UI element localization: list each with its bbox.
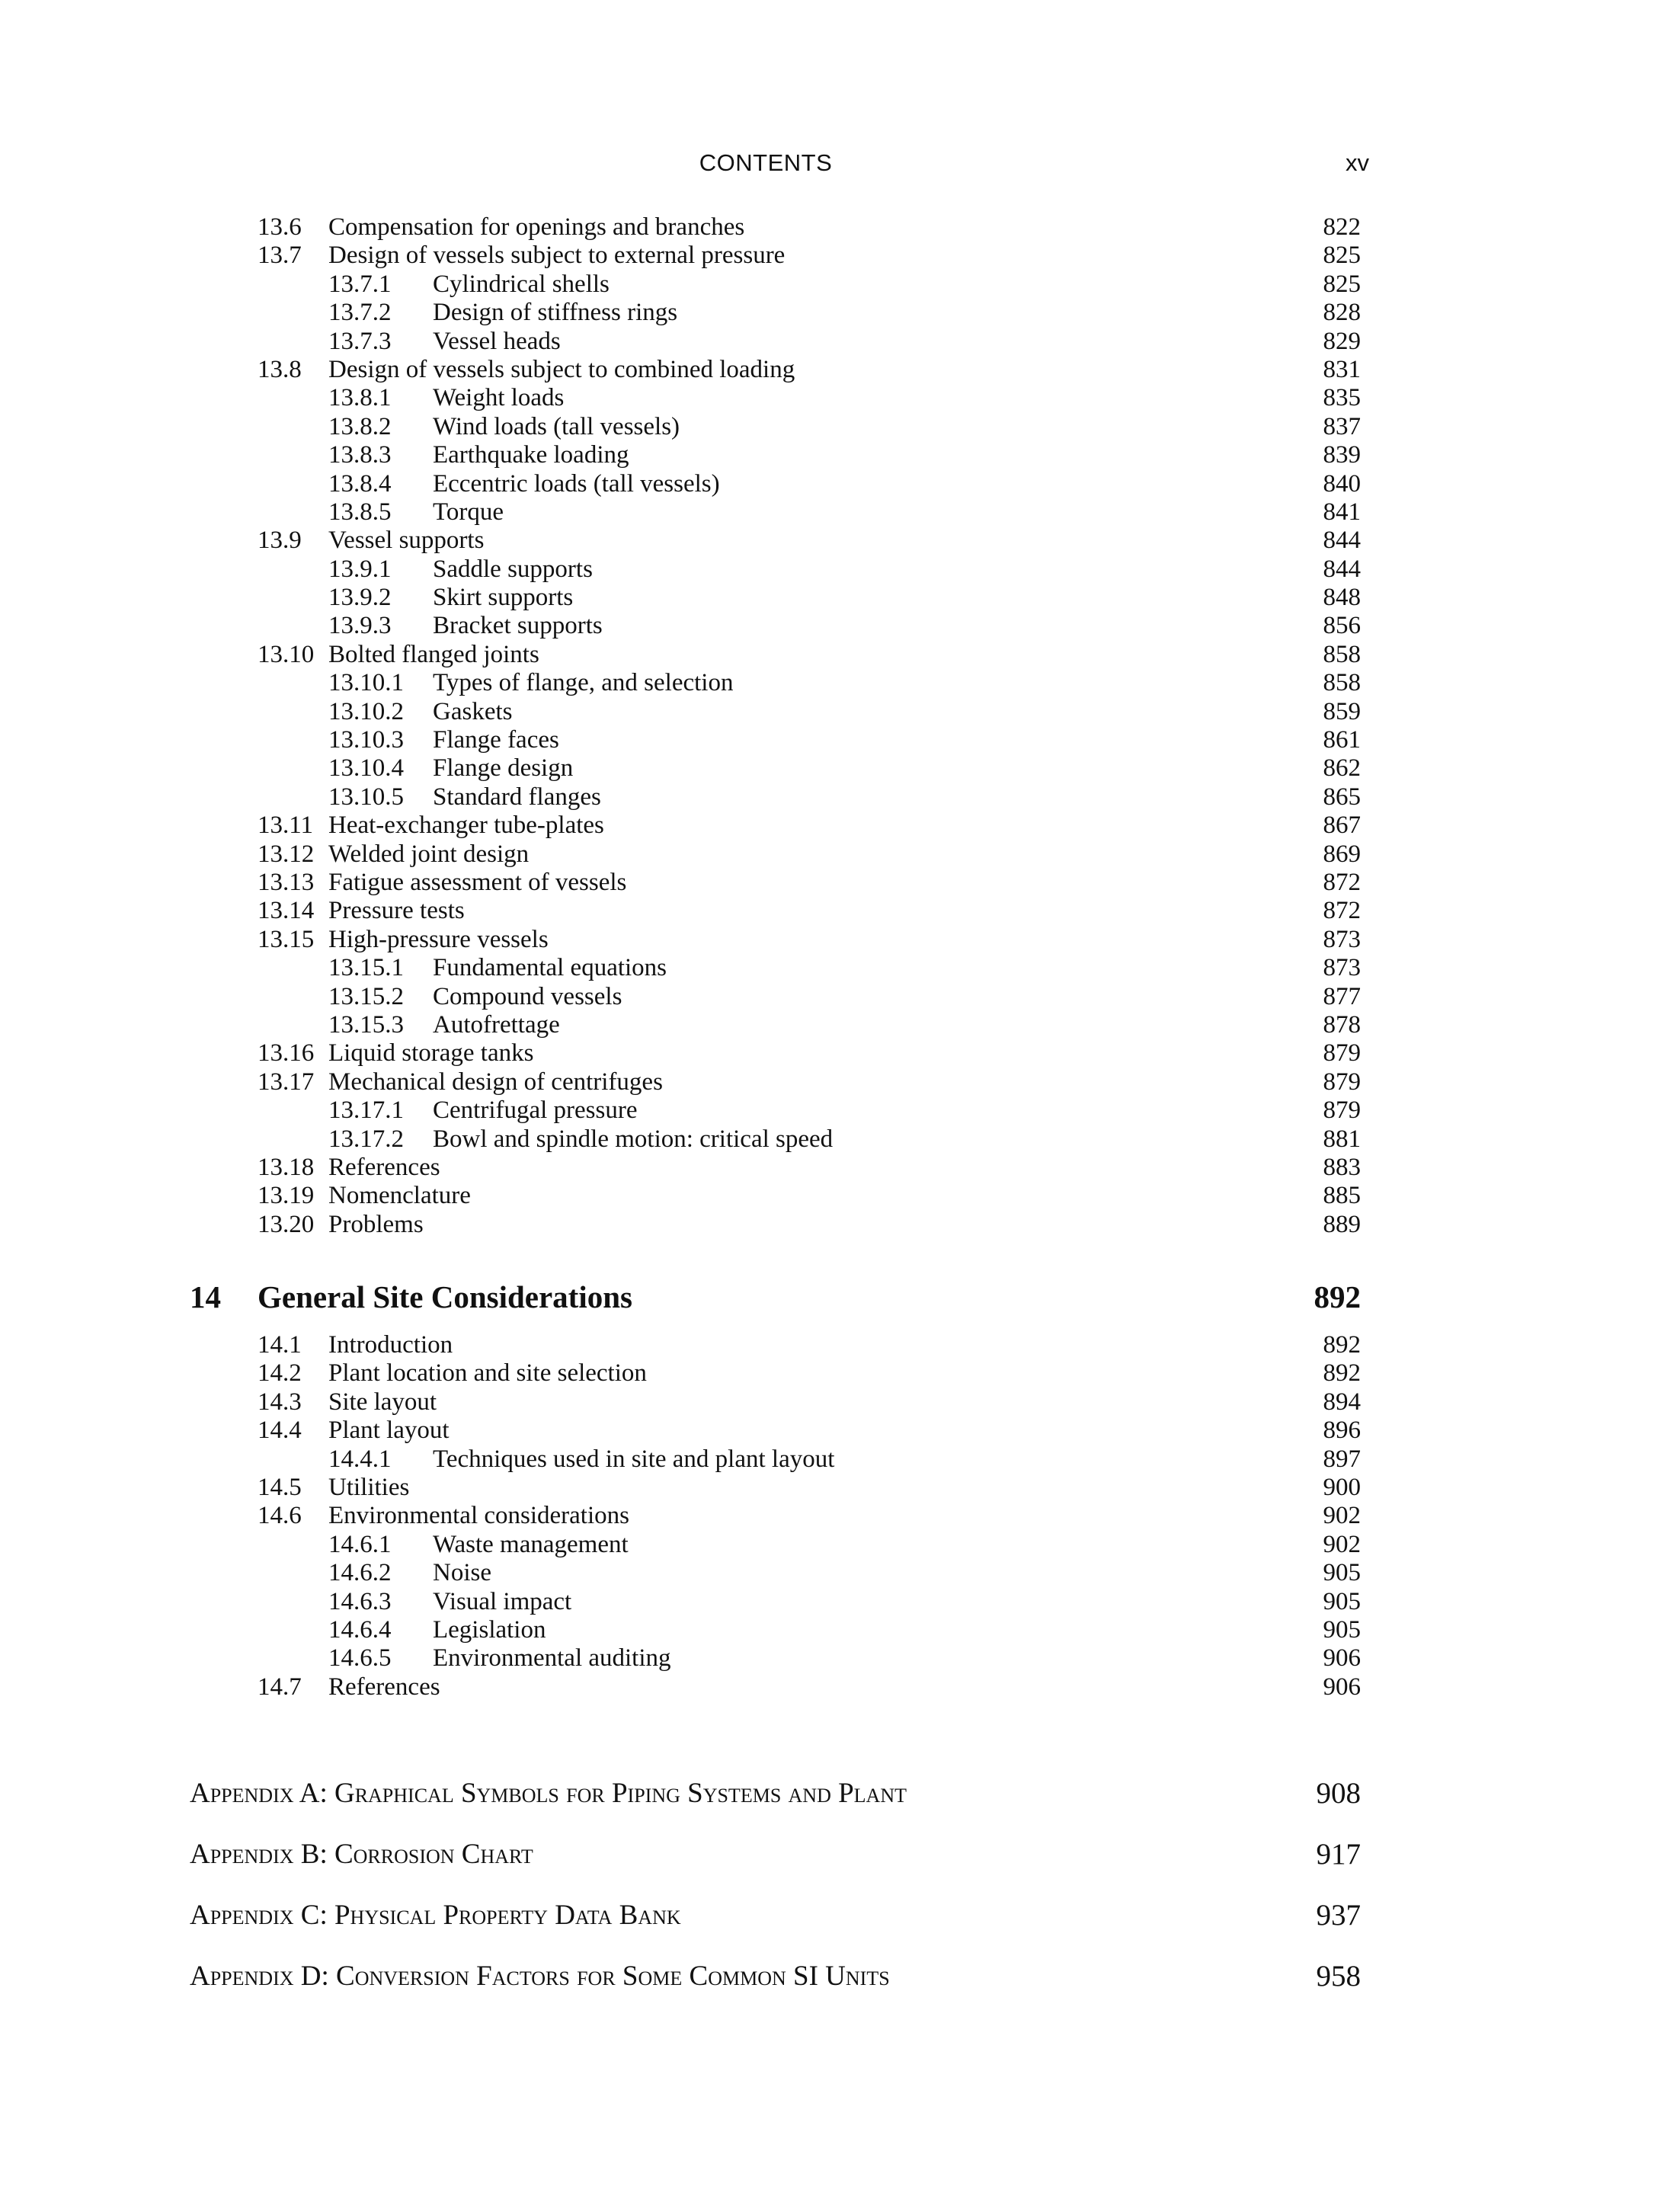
section-title: Design of stiffness rings: [433, 299, 678, 327]
toc-entry[interactable]: [0, 299, 1680, 327]
toc-entry[interactable]: [0, 555, 1680, 584]
section-title: Weight loads: [433, 384, 565, 412]
section-page: 885: [1323, 1182, 1361, 1210]
section-title: Bowl and spindle motion: critical speed: [433, 1125, 834, 1153]
toc-entry[interactable]: [0, 584, 1680, 612]
section-number: 14.6: [258, 1502, 302, 1530]
section-title: Mechanical design of centrifuges: [328, 1068, 663, 1096]
toc-entry[interactable]: [0, 242, 1680, 270]
section-title: Heat-exchanger tube-plates: [328, 811, 604, 840]
toc-entry[interactable]: [0, 441, 1680, 469]
section-title: Flange faces: [433, 726, 559, 754]
section-number: 13.9.1: [328, 555, 392, 583]
section-page: 859: [1323, 697, 1361, 725]
section-title: Visual impact: [433, 1587, 572, 1615]
toc-entry[interactable]: [0, 413, 1680, 441]
section-page: 835: [1323, 384, 1361, 412]
toc-appendix-d[interactable]: [0, 1957, 1680, 1996]
section-number: 13.10.2: [328, 697, 404, 725]
appendix-title: Appendix C: Physical Property Data Bank: [190, 1900, 681, 1931]
chapter-title: General Site Considerations: [258, 1279, 632, 1314]
section-page: 865: [1323, 783, 1361, 811]
toc-entry[interactable]: [0, 1011, 1680, 1039]
section-number: 14.1: [258, 1331, 302, 1359]
section-number: 13.20: [258, 1210, 315, 1238]
section-title: References: [328, 1153, 440, 1181]
toc-entry[interactable]: [0, 869, 1680, 897]
toc-entry[interactable]: [0, 669, 1680, 697]
section-title: Environmental considerations: [328, 1502, 629, 1530]
section-title: Earthquake loading: [433, 441, 629, 469]
section-number: 14.4.1: [328, 1445, 392, 1473]
toc-entry[interactable]: [0, 1616, 1680, 1644]
toc-entry[interactable]: [0, 1417, 1680, 1445]
section-page: 872: [1323, 897, 1361, 925]
toc-entry[interactable]: [0, 1154, 1680, 1182]
section-page: 897: [1323, 1445, 1361, 1473]
section-number: 13.10.3: [328, 726, 404, 754]
toc-entry[interactable]: [0, 926, 1680, 954]
toc-entry[interactable]: [0, 983, 1680, 1011]
section-number: 13.18: [258, 1153, 315, 1181]
section-title: Plant layout: [328, 1417, 450, 1445]
section-title: Bracket supports: [433, 612, 603, 640]
section-page: 902: [1323, 1502, 1361, 1530]
section-page: 905: [1323, 1559, 1361, 1587]
toc-entry[interactable]: [0, 1502, 1680, 1530]
section-title: Gaskets: [433, 697, 513, 725]
toc-entry[interactable]: [0, 1125, 1680, 1154]
section-page: 902: [1323, 1530, 1361, 1558]
section-page: 844: [1323, 555, 1361, 583]
toc-entry[interactable]: [0, 1474, 1680, 1502]
section-number: 13.19: [258, 1182, 315, 1210]
section-page: 900: [1323, 1473, 1361, 1501]
toc-entry[interactable]: [0, 1445, 1680, 1474]
chapter-number: 14: [190, 1279, 221, 1314]
toc-entry[interactable]: [0, 213, 1680, 242]
section-title: Techniques used in site and plant layout: [433, 1445, 835, 1473]
section-page: 841: [1323, 498, 1361, 526]
section-title: Problems: [328, 1210, 424, 1238]
section-page: 905: [1323, 1587, 1361, 1615]
toc-chapter-13-sections: [0, 213, 1680, 1239]
appendix-title: Appendix B: Corrosion Chart: [190, 1839, 533, 1870]
section-title: Design of vessels subject to combined loading: [328, 355, 795, 383]
section-page: 877: [1323, 982, 1361, 1010]
toc-entry[interactable]: [0, 1096, 1680, 1125]
section-number: 13.8.4: [328, 469, 392, 498]
section-number: 13.10.5: [328, 783, 404, 811]
section-number: 13.8: [258, 355, 302, 383]
section-number: 14.6.2: [328, 1559, 392, 1587]
section-page: 873: [1323, 925, 1361, 953]
section-title: Types of flange, and selection: [433, 669, 734, 697]
appendix-page: 958: [1316, 1960, 1361, 1993]
section-title: Pressure tests: [328, 897, 465, 925]
section-number: 14.3: [258, 1388, 302, 1416]
section-page: 873: [1323, 954, 1361, 982]
appendix-page: 937: [1316, 1899, 1361, 1932]
section-page: 822: [1323, 213, 1361, 241]
appendix-page: 917: [1316, 1838, 1361, 1871]
section-number: 13.8.2: [328, 412, 392, 440]
section-title: Plant location and site selection: [328, 1359, 647, 1388]
toc-entry[interactable]: [0, 527, 1680, 555]
toc-appendix-b[interactable]: [0, 1835, 1680, 1874]
section-page: 858: [1323, 669, 1361, 697]
toc-entry[interactable]: [0, 498, 1680, 527]
section-page: 905: [1323, 1615, 1361, 1644]
section-number: 13.17.1: [328, 1096, 404, 1125]
toc-entry[interactable]: [0, 1211, 1680, 1239]
section-page: 848: [1323, 584, 1361, 612]
section-page: 879: [1323, 1096, 1361, 1125]
section-page: 867: [1323, 811, 1361, 840]
section-title: Introduction: [328, 1331, 453, 1359]
section-number: 14.4: [258, 1417, 302, 1445]
section-number: 13.7.3: [328, 327, 392, 355]
toc-entry[interactable]: [0, 1331, 1680, 1359]
section-title: Cylindrical shells: [433, 270, 610, 298]
section-page: 894: [1323, 1388, 1361, 1416]
toc-entry[interactable]: [0, 698, 1680, 726]
section-page: 892: [1323, 1331, 1361, 1359]
section-number: 13.8.1: [328, 384, 392, 412]
toc-entry[interactable]: [0, 783, 1680, 811]
section-title: References: [328, 1673, 440, 1701]
toc-entry[interactable]: [0, 1388, 1680, 1417]
section-title: Vessel heads: [433, 327, 561, 355]
section-title: Standard flanges: [433, 783, 601, 811]
toc-chapter-14-sections: [0, 1331, 1680, 1701]
section-number: 13.15.3: [328, 1010, 404, 1039]
section-title: Fatigue assessment of vessels: [328, 868, 627, 896]
section-number: 14.6.1: [328, 1530, 392, 1558]
section-title: Eccentric loads (tall vessels): [433, 469, 720, 498]
toc-entry[interactable]: [0, 328, 1680, 356]
section-title: Skirt supports: [433, 584, 574, 612]
section-number: 13.6: [258, 213, 302, 241]
section-title: Utilities: [328, 1473, 410, 1501]
section-number: 13.15.1: [328, 954, 404, 982]
appendix-page: 908: [1316, 1777, 1361, 1810]
section-title: Autofrettage: [433, 1010, 560, 1039]
toc-entry[interactable]: [0, 384, 1680, 412]
section-page: 889: [1323, 1210, 1361, 1238]
section-number: 14.6.5: [328, 1644, 392, 1673]
section-page: 829: [1323, 327, 1361, 355]
section-number: 14.6.4: [328, 1615, 392, 1644]
toc-appendix-a[interactable]: [0, 1774, 1680, 1813]
section-page: 839: [1323, 441, 1361, 469]
section-number: 13.9.2: [328, 584, 392, 612]
toc-entry[interactable]: [0, 1559, 1680, 1587]
section-page: 844: [1323, 527, 1361, 555]
section-number: 13.9.3: [328, 612, 392, 640]
section-title: Flange design: [433, 754, 574, 783]
section-number: 13.9: [258, 527, 302, 555]
section-page: 879: [1323, 1068, 1361, 1096]
page-number: xv: [1346, 149, 1369, 176]
toc-entry[interactable]: [0, 1068, 1680, 1096]
section-number: 13.7.2: [328, 299, 392, 327]
section-number: 13.11: [258, 811, 314, 840]
section-number: 14.7: [258, 1673, 302, 1701]
toc-entry[interactable]: [0, 641, 1680, 669]
section-page: 840: [1323, 469, 1361, 498]
section-title: Bolted flanged joints: [328, 640, 539, 668]
toc-entry[interactable]: [0, 612, 1680, 640]
section-page: 862: [1323, 754, 1361, 783]
appendix-title: Appendix A: Graphical Symbols for Piping Systems and Plant: [190, 1778, 907, 1809]
section-page: 828: [1323, 299, 1361, 327]
toc-entry[interactable]: [0, 1531, 1680, 1559]
section-title: Fundamental equations: [433, 954, 667, 982]
appendix-title: Appendix D: Conversion Factors for Some Common SI Units: [190, 1961, 890, 1992]
toc-entry[interactable]: [0, 897, 1680, 925]
section-number: 14.5: [258, 1473, 302, 1501]
toc-entry[interactable]: [0, 840, 1680, 869]
section-title: Welded joint design: [328, 840, 530, 868]
section-number: 13.8.3: [328, 441, 392, 469]
section-page: 861: [1323, 726, 1361, 754]
section-page: 872: [1323, 868, 1361, 896]
toc-entry[interactable]: [0, 954, 1680, 982]
toc-entry[interactable]: [0, 356, 1680, 384]
section-number: 13.10.1: [328, 669, 404, 697]
toc-entry[interactable]: [0, 1644, 1680, 1673]
toc-appendix-c[interactable]: [0, 1896, 1680, 1935]
section-title: Waste management: [433, 1530, 629, 1558]
toc-entry[interactable]: [0, 754, 1680, 783]
toc-entry[interactable]: [0, 1588, 1680, 1616]
section-number: 14.2: [258, 1359, 302, 1388]
section-page: 856: [1323, 612, 1361, 640]
section-number: 13.15: [258, 925, 315, 953]
section-page: 892: [1323, 1359, 1361, 1388]
toc-entry[interactable]: [0, 811, 1680, 840]
chapter-page: 892: [1314, 1279, 1361, 1314]
section-number: 13.17: [258, 1068, 315, 1096]
toc-entry[interactable]: [0, 1182, 1680, 1210]
section-number: 13.13: [258, 868, 315, 896]
toc-chapter-14-heading[interactable]: [0, 1274, 1680, 1320]
section-title: Saddle supports: [433, 555, 593, 583]
section-title: Environmental auditing: [433, 1644, 671, 1673]
toc-entry[interactable]: [0, 470, 1680, 498]
section-number: 13.7.1: [328, 270, 392, 298]
toc-entry[interactable]: [0, 1673, 1680, 1701]
section-number: 13.10.4: [328, 754, 404, 783]
section-title: Torque: [433, 498, 504, 526]
section-page: 837: [1323, 412, 1361, 440]
toc-entry[interactable]: [0, 1039, 1680, 1068]
section-number: 13.16: [258, 1039, 315, 1068]
section-page: 858: [1323, 640, 1361, 668]
section-page: 906: [1323, 1644, 1361, 1673]
section-title: Centrifugal pressure: [433, 1096, 638, 1125]
section-number: 13.12: [258, 840, 315, 868]
section-number: 14.6.3: [328, 1587, 392, 1615]
section-page: 906: [1323, 1673, 1361, 1701]
section-page: 825: [1323, 242, 1361, 270]
toc-entry[interactable]: [0, 270, 1680, 299]
section-number: 13.15.2: [328, 982, 404, 1010]
section-page: 825: [1323, 270, 1361, 298]
toc-entry[interactable]: [0, 1359, 1680, 1388]
section-page: 878: [1323, 1010, 1361, 1039]
section-title: Site layout: [328, 1388, 437, 1416]
section-title: Wind loads (tall vessels): [433, 412, 680, 440]
section-number: 13.14: [258, 897, 315, 925]
section-title: Compound vessels: [433, 982, 622, 1010]
section-title: Compensation for openings and branches: [328, 213, 745, 241]
running-header-title: CONTENTS: [699, 149, 833, 176]
section-page: 881: [1323, 1125, 1361, 1153]
running-header: [0, 149, 1680, 183]
section-title: Nomenclature: [328, 1182, 471, 1210]
section-page: 879: [1323, 1039, 1361, 1068]
section-number: 13.8.5: [328, 498, 392, 526]
section-number: 13.10: [258, 640, 315, 668]
section-number: 13.7: [258, 242, 302, 270]
toc-entry[interactable]: [0, 726, 1680, 754]
section-title: High-pressure vessels: [328, 925, 549, 953]
section-title: Liquid storage tanks: [328, 1039, 534, 1068]
section-title: Noise: [433, 1559, 491, 1587]
section-page: 869: [1323, 840, 1361, 868]
section-title: Design of vessels subject to external pressure: [328, 242, 786, 270]
section-page: 896: [1323, 1417, 1361, 1445]
section-page: 883: [1323, 1153, 1361, 1181]
section-number: 13.17.2: [328, 1125, 404, 1153]
section-title: Vessel supports: [328, 527, 485, 555]
section-title: Legislation: [433, 1615, 546, 1644]
section-page: 831: [1323, 355, 1361, 383]
